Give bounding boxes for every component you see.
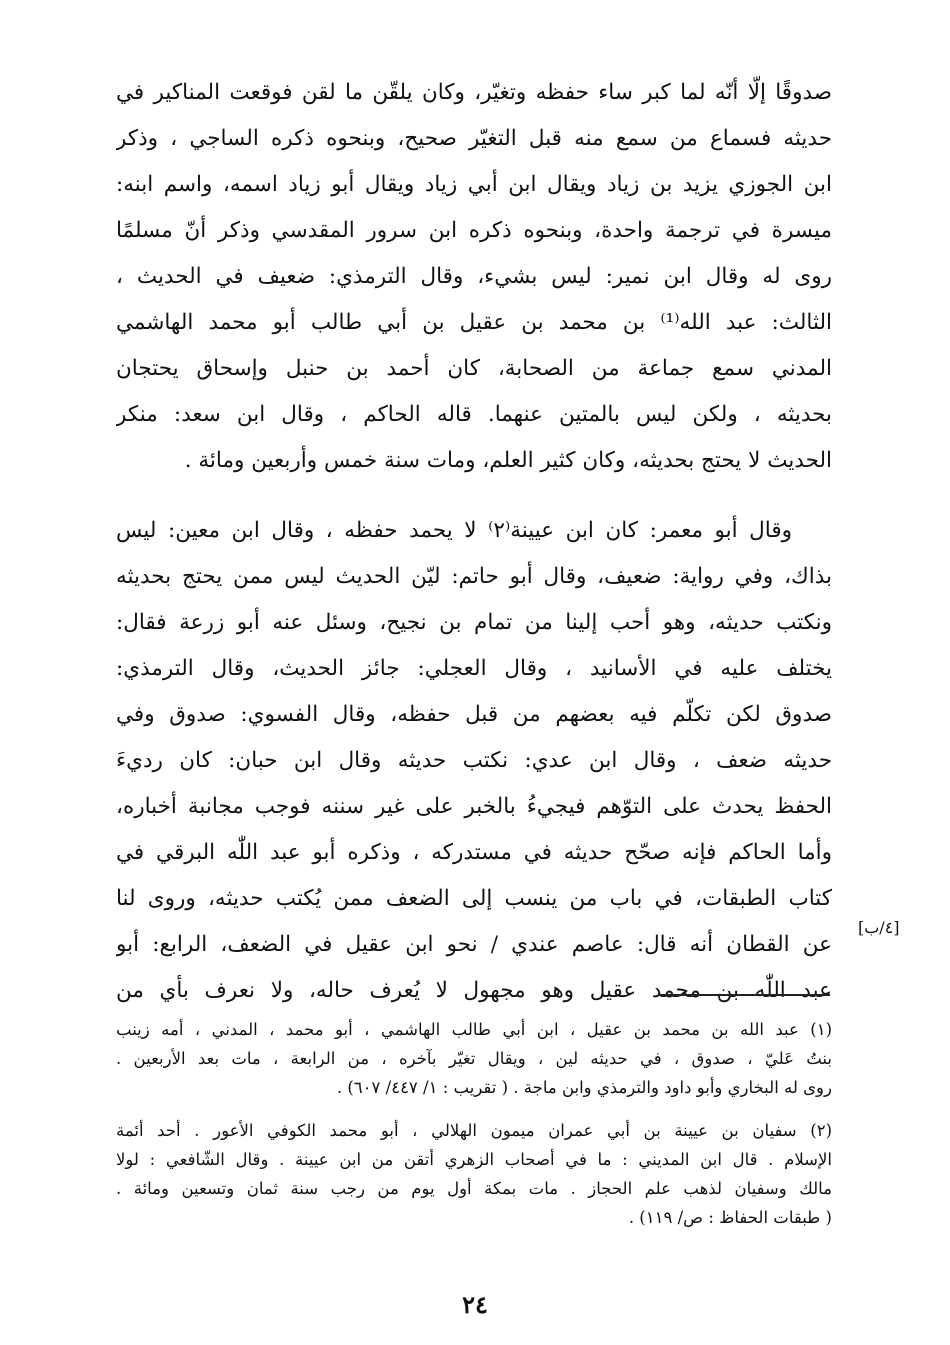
paragraph-1 (116, 70, 832, 484)
paragraph-1-line: الثالث: عبد الله⁽¹⁾ بن محمد بن عقيل بن أبي طالب أبو محمد الهاشمي (116, 310, 832, 335)
paragraph-2-line: وقال أبو معمر: كان ابن عيينة⁽٢⁾ لا يحمد حفظه ، وقال ابن معين: ليس (116, 518, 792, 543)
paragraph-1-line: المدني سمع جماعة من الصحابة، كان أحمد بن حنبل وإسحاق يحتجان (116, 356, 832, 381)
paragraph-2 (116, 508, 832, 1014)
footnotes (116, 1015, 832, 1232)
paragraph-2-line: كتاب الطبقات، في باب من ينسب إلى الضعف ممن يُكتب حديثه، وروى لنا (116, 886, 832, 911)
page-number: ٢٤ (462, 1290, 488, 1319)
footnote-2-line: ( طبقات الحفاظ : ص/ ١١٩) . (628, 1208, 832, 1227)
footnote-separator (658, 994, 830, 996)
footnote-2-line: الإسلام . قال ابن المديني : ما في أصحاب الزهري أتقن من ابن عيينة . وقال الشّافعي : لولا (116, 1150, 832, 1169)
paragraph-2-line: بذاك، وفي رواية: ضعيف، وقال أبو حاتم: ليّن الحديث ليس ممن يحتج بحديثه (116, 564, 832, 589)
paragraph-2-line: ونكتب حديثه، وهو أحب إلينا من تمام بن نجيح، وسئل عنه أبو زرعة فقال: (116, 610, 832, 635)
paragraph-2-line: عن القطان أنه قال: عاصم عندي / نحو ابن عقيل في الضعف، الرابع: أبو (116, 932, 832, 957)
footnote-2-line: مالك وسفيان لذهب علم الحجاز . مات بمكة أول يوم من رجب سنة ثمان وتسعين ومائة . (116, 1179, 832, 1198)
paragraph-2-line: وأما الحاكم فإنه صحّح حديثه في مستدركه ، وذكره أبو عبد اللّٰه البرقي في (116, 840, 832, 865)
manuscript-folio-marker: [٤/ب] (858, 918, 900, 937)
footnote-1-line: بنتُ عَليّ ، صدوق ، في حديثه لين ، ويقال تغيّر بآخره ، من الرابعة ، مات بعد الأربعين . (116, 1049, 832, 1068)
paragraph-1-line: بحديثه ، ولكن ليس بالمتين عنهما. قاله الحاكم ، وقال ابن سعد: منكر (116, 402, 832, 427)
footnote-1-line: (١) عبد الله بن محمد بن عقيل ، ابن أبي طالب الهاشمي ، أبو محمد ، المدني ، أمه زينب (116, 1020, 832, 1039)
paragraph-1-line: صدوقًا إلّا أنّه لما كبر ساء حفظه وتغيّر، وكان يلقّن ما لقن فوقعت المناكير في (116, 80, 832, 105)
paragraph-1-line: ميسرة في ترجمة واحدة، وبنحوه ذكره ابن سرور المقدسي وذكر أنّ مسلمًا (116, 218, 832, 243)
paragraph-2-line: عبد اللّٰه بن محمد عقيل وهو مجهول لا يُعرف حاله، ولا نعرف بأي من (116, 978, 832, 1003)
paragraph-1-line: حديثه فسماع من سمع منه قبل التغيّر صحيح، وبنحوه ذكره الساجي ، وذكر (116, 126, 832, 151)
footnote-gap (116, 1102, 832, 1116)
paragraph-2-line: صدوق لكن تكلّم فيه بعضهم من قبل حفظه، وقال الفسوي: صدوق وفي (116, 702, 832, 727)
paragraph-1-line: روى له وقال ابن نمير: ليس بشيء، وقال الترمذي: ضعيف في الحديث ، (116, 264, 832, 289)
paragraph-1-line: ابن الجوزي يزيد بن زياد ويقال ابن أبي زياد ويقال أبو زياد اسمه، واسم ابنه: (116, 172, 832, 197)
paragraph-2-line: يختلف عليه في الأسانيد ، وقال العجلي: جائز الحديث، وقال الترمذي: (116, 656, 832, 681)
footnote-2 (116, 1116, 832, 1232)
footnote-1 (116, 1015, 832, 1102)
paragraph-1-line: الحديث لا يحتج بحديثه، وكان كثير العلم، ومات سنة خمس وأربعين ومائة . (184, 448, 832, 473)
paragraph-2-line: حديثه ضعف ، وقال ابن عدي: نكتب حديثه وقال ابن حبان: كان رديءَ (116, 748, 832, 773)
footnote-1-line: روى له البخاري وأبو داود والترمذي وابن ماجة . ( تقريب : ١/ ٤٤٧/ ٦٠٧) . (336, 1078, 832, 1097)
footnote-2-line: (٢) سفيان بن عيينة بن أبي عمران ميمون الهلالي ، أبو محمد الكوفي الأعور . أحد أئمة (116, 1121, 832, 1140)
paragraph-2-line: الحفظ يحدث على التوّهم فيجيءُ بالخبر على غير سننه فوجب مجانبة أخباره، (116, 794, 832, 819)
